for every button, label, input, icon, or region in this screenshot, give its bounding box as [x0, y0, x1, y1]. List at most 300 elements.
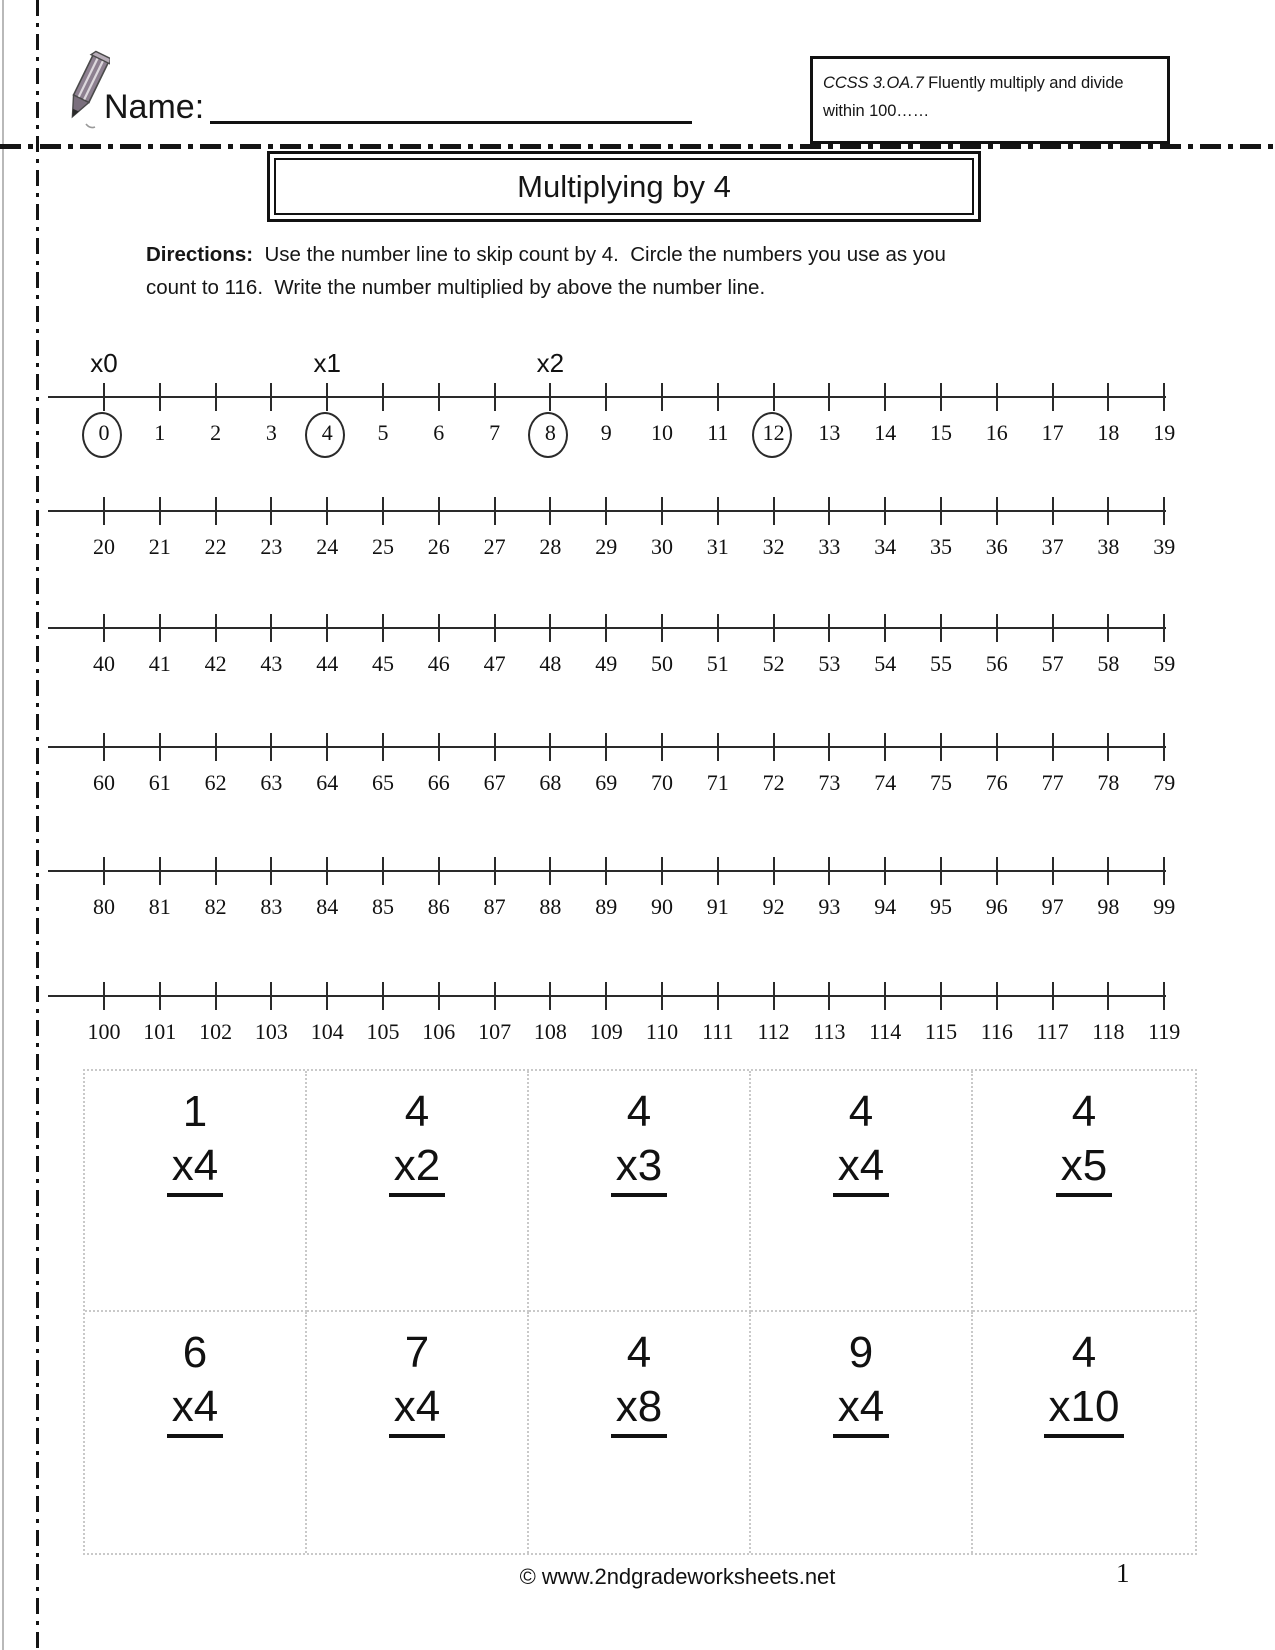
multiplier-label: x0 — [90, 348, 118, 378]
tick-mark — [828, 982, 830, 1010]
tick-label: 31 — [706, 534, 729, 559]
tick-label: 76 — [985, 770, 1008, 795]
tick-label: 41 — [148, 651, 171, 676]
tick-label: 99 — [1153, 894, 1176, 919]
tick-mark — [996, 383, 998, 411]
tick-label: 94 — [874, 894, 897, 919]
tick-label: 100 — [87, 1019, 121, 1044]
problem-multiplier-row — [973, 1141, 1195, 1198]
tick-mark — [270, 614, 272, 642]
tick-label: 40 — [93, 651, 115, 676]
tick-mark — [159, 857, 161, 885]
tick-mark — [438, 857, 440, 885]
tick-label: 63 — [260, 770, 283, 795]
tick-label: 112 — [757, 1019, 790, 1044]
tick-label: 28 — [539, 534, 562, 559]
tick-mark — [549, 614, 551, 642]
tick-mark — [215, 614, 217, 642]
tick-label: 33 — [818, 534, 841, 559]
problems-grid — [83, 1069, 1197, 1555]
tick-label: 70 — [651, 770, 673, 795]
tick-label: 117 — [1036, 1019, 1069, 1044]
tick-label: 86 — [427, 894, 450, 919]
tick-label: 18 — [1097, 420, 1120, 445]
tick-mark — [1163, 614, 1165, 642]
tick-mark — [661, 383, 663, 411]
problem-cell — [751, 1312, 973, 1553]
tick-label: 118 — [1092, 1019, 1125, 1044]
tick-label: 87 — [483, 894, 506, 919]
tick-mark — [605, 857, 607, 885]
tick-mark — [549, 497, 551, 525]
tick-mark — [549, 383, 551, 411]
problem-multiplier-row — [529, 1141, 749, 1198]
problem-multiplier-row — [307, 1141, 527, 1198]
tick-mark — [1107, 857, 1109, 885]
tick-mark — [103, 497, 105, 525]
tick-label: 78 — [1097, 770, 1120, 795]
problem-cell — [85, 1071, 307, 1312]
tick-mark — [1163, 497, 1165, 525]
tick-mark — [1107, 982, 1109, 1010]
problem-cell — [307, 1071, 529, 1312]
tick-mark — [940, 857, 942, 885]
tick-mark — [438, 383, 440, 411]
directions-text-line1: Use the number line to skip count by 4. Circle the numbers you use as you — [253, 243, 946, 266]
tick-mark — [1163, 733, 1165, 761]
tick-mark — [661, 497, 663, 525]
tick-mark — [940, 982, 942, 1010]
page-edge-line — [2, 0, 4, 1650]
tick-mark — [773, 614, 775, 642]
footer-credit: © www.2ndgradeworksheets.net — [519, 1564, 836, 1589]
tick-label: 23 — [260, 534, 283, 559]
problem-top-number: 4 — [404, 1087, 430, 1136]
tick-mark — [996, 614, 998, 642]
tick-label: 27 — [483, 534, 506, 559]
tick-label: 6 — [433, 420, 445, 445]
tick-mark — [1052, 614, 1054, 642]
tick-label: 38 — [1097, 534, 1120, 559]
number-line-row — [48, 686, 1176, 798]
problem-top-number: 4 — [1071, 1087, 1097, 1136]
tick-mark — [270, 982, 272, 1010]
tick-mark — [828, 857, 830, 885]
tick-mark — [270, 383, 272, 411]
tick-label: 19 — [1153, 420, 1176, 445]
problem-top-number: 1 — [182, 1087, 208, 1136]
tick-mark — [494, 614, 496, 642]
tick-label: 71 — [706, 770, 729, 795]
tick-label: 67 — [483, 770, 506, 795]
directions-label: Directions: — [146, 243, 254, 266]
tick-mark — [326, 497, 328, 525]
tick-label: 0 — [98, 420, 110, 445]
problem-multiplier: x4 — [389, 1382, 445, 1439]
problem-multiplier-row — [529, 1382, 749, 1439]
tick-label: 35 — [930, 534, 952, 559]
tick-mark — [828, 497, 830, 525]
problem-cell — [85, 1312, 307, 1553]
tick-label: 73 — [818, 770, 841, 795]
tick-mark — [270, 857, 272, 885]
tick-mark — [382, 857, 384, 885]
problem-multiplier-row — [85, 1141, 305, 1198]
tick-label: 91 — [706, 894, 729, 919]
tick-mark — [215, 982, 217, 1010]
tick-mark — [717, 733, 719, 761]
tick-mark — [661, 733, 663, 761]
tick-mark — [1107, 614, 1109, 642]
problem-multiplier: x3 — [611, 1141, 667, 1198]
problem-top-number: 4 — [626, 1328, 652, 1377]
tick-mark — [828, 733, 830, 761]
tick-mark — [326, 614, 328, 642]
tick-label: 83 — [260, 894, 283, 919]
tick-mark — [717, 614, 719, 642]
tick-label: 102 — [199, 1019, 233, 1044]
tick-mark — [661, 614, 663, 642]
multiplier-label: x2 — [536, 348, 565, 378]
tick-label: 113 — [813, 1019, 846, 1044]
tick-label: 115 — [924, 1019, 958, 1044]
tick-mark — [103, 614, 105, 642]
tick-label: 109 — [589, 1019, 623, 1044]
tick-label: 51 — [706, 651, 729, 676]
tick-mark — [996, 733, 998, 761]
tick-label: 107 — [478, 1019, 512, 1044]
tick-label: 85 — [372, 894, 394, 919]
tick-mark — [270, 497, 272, 525]
tick-label: 110 — [645, 1019, 679, 1044]
tick-mark — [326, 733, 328, 761]
problem-cell — [973, 1312, 1195, 1553]
problem-multiplier: x4 — [167, 1141, 223, 1198]
tick-label: 52 — [762, 651, 785, 676]
tick-mark — [438, 614, 440, 642]
tick-label: 108 — [533, 1019, 567, 1044]
tick-label: 20 — [93, 534, 115, 559]
tick-mark — [996, 857, 998, 885]
number-line-row — [48, 336, 1176, 448]
tick-label: 11 — [707, 420, 729, 445]
tick-mark — [438, 733, 440, 761]
tick-label: 46 — [427, 651, 450, 676]
tick-mark — [382, 497, 384, 525]
problem-multiplier: x10 — [1044, 1382, 1125, 1439]
tick-mark — [270, 733, 272, 761]
tick-label: 2 — [210, 420, 222, 445]
tick-label: 55 — [930, 651, 952, 676]
tick-label: 81 — [148, 894, 171, 919]
tick-mark — [605, 614, 607, 642]
problem-top-number: 4 — [1071, 1328, 1097, 1377]
tick-label: 79 — [1153, 770, 1176, 795]
tick-label: 56 — [985, 651, 1008, 676]
page-title: Multiplying by 4 — [274, 158, 974, 215]
tick-label: 58 — [1097, 651, 1120, 676]
tick-mark — [884, 614, 886, 642]
tick-mark — [103, 733, 105, 761]
tick-label: 96 — [985, 894, 1008, 919]
tick-label: 37 — [1041, 534, 1064, 559]
tick-label: 64 — [316, 770, 339, 795]
tick-mark — [494, 383, 496, 411]
number-line-row — [48, 567, 1176, 679]
problem-multiplier-row — [751, 1382, 971, 1439]
tick-mark — [717, 383, 719, 411]
tick-label: 82 — [204, 894, 227, 919]
problem-cell — [751, 1071, 973, 1312]
tick-mark — [773, 497, 775, 525]
tick-label: 9 — [600, 420, 612, 445]
tick-label: 14 — [874, 420, 897, 445]
multiplier-label: x1 — [313, 348, 341, 378]
tick-mark — [884, 383, 886, 411]
tick-mark — [996, 497, 998, 525]
tick-label: 16 — [985, 420, 1008, 445]
tick-mark — [605, 497, 607, 525]
tick-label: 44 — [316, 651, 339, 676]
tick-label: 8 — [544, 420, 556, 445]
tick-label: 24 — [316, 534, 339, 559]
tick-mark — [884, 497, 886, 525]
tick-label: 69 — [595, 770, 618, 795]
tick-label: 92 — [762, 894, 785, 919]
ccss-standard-code: CCSS 3.OA.7 — [823, 74, 924, 92]
tick-mark — [1052, 383, 1054, 411]
tick-label: 111 — [702, 1019, 734, 1044]
problem-multiplier-row — [973, 1382, 1195, 1439]
tick-mark — [1052, 857, 1054, 885]
tick-mark — [326, 383, 328, 411]
problem-multiplier-row — [751, 1141, 971, 1198]
tick-label: 89 — [595, 894, 618, 919]
tick-mark — [1052, 982, 1054, 1010]
tick-label: 80 — [93, 894, 115, 919]
tick-mark — [549, 857, 551, 885]
tick-label: 116 — [980, 1019, 1013, 1044]
tick-label: 60 — [93, 770, 115, 795]
tick-label: 34 — [874, 534, 897, 559]
name-label: Name: — [104, 88, 205, 126]
title-box — [267, 151, 981, 222]
tick-mark — [996, 982, 998, 1010]
problem-top-number: 4 — [848, 1087, 874, 1136]
tick-label: 32 — [762, 534, 785, 559]
tick-label: 114 — [869, 1019, 902, 1044]
tick-mark — [494, 857, 496, 885]
tick-mark — [828, 614, 830, 642]
tick-mark — [717, 857, 719, 885]
problem-top-number: 7 — [404, 1328, 430, 1377]
left-margin-dashdot-line — [36, 0, 39, 1650]
tick-label: 119 — [1148, 1019, 1181, 1044]
tick-mark — [215, 857, 217, 885]
tick-mark — [884, 982, 886, 1010]
tick-label: 7 — [489, 420, 501, 445]
tick-mark — [828, 383, 830, 411]
tick-mark — [884, 857, 886, 885]
tick-mark — [103, 857, 105, 885]
problem-cell — [973, 1071, 1195, 1312]
tick-label: 101 — [143, 1019, 177, 1044]
tick-mark — [773, 383, 775, 411]
tick-label: 50 — [651, 651, 673, 676]
tick-mark — [605, 982, 607, 1010]
problem-top-number: 4 — [626, 1087, 652, 1136]
problem-cell — [529, 1071, 751, 1312]
problem-multiplier-row — [85, 1382, 305, 1439]
tick-mark — [382, 383, 384, 411]
tick-mark — [326, 857, 328, 885]
tick-mark — [661, 857, 663, 885]
page-number: 1 — [1116, 1558, 1130, 1588]
tick-mark — [773, 857, 775, 885]
tick-mark — [215, 497, 217, 525]
tick-label: 25 — [372, 534, 394, 559]
tick-mark — [940, 383, 942, 411]
tick-label: 98 — [1097, 894, 1120, 919]
tick-mark — [1163, 857, 1165, 885]
tick-label: 95 — [930, 894, 952, 919]
tick-label: 43 — [260, 651, 283, 676]
tick-mark — [884, 733, 886, 761]
tick-mark — [661, 982, 663, 1010]
problem-multiplier: x4 — [167, 1382, 223, 1439]
tick-label: 47 — [483, 651, 506, 676]
number-line-row — [48, 935, 1181, 1047]
problem-multiplier: x5 — [1056, 1141, 1112, 1198]
tick-mark — [103, 982, 105, 1010]
name-write-line[interactable] — [210, 121, 692, 124]
tick-label: 104 — [310, 1019, 344, 1044]
tick-label: 66 — [427, 770, 450, 795]
tick-label: 77 — [1041, 770, 1064, 795]
tick-label: 1 — [154, 420, 166, 445]
tick-label: 74 — [874, 770, 897, 795]
tick-mark — [438, 497, 440, 525]
tick-label: 49 — [595, 651, 618, 676]
tick-mark — [549, 982, 551, 1010]
tick-label: 75 — [930, 770, 952, 795]
tick-mark — [159, 733, 161, 761]
tick-label: 68 — [539, 770, 562, 795]
tick-label: 5 — [377, 420, 389, 445]
problem-top-number: 6 — [182, 1328, 208, 1377]
problem-multiplier: x2 — [389, 1141, 445, 1198]
tick-mark — [1163, 383, 1165, 411]
tick-label: 84 — [316, 894, 339, 919]
tick-mark — [717, 497, 719, 525]
problem-top-number: 9 — [848, 1328, 874, 1377]
tick-label: 26 — [427, 534, 450, 559]
tick-mark — [382, 733, 384, 761]
tick-mark — [549, 733, 551, 761]
tick-mark — [940, 733, 942, 761]
tick-label: 12 — [762, 420, 785, 445]
number-line-row — [48, 450, 1176, 562]
ccss-standard-box — [810, 56, 1170, 144]
tick-label: 39 — [1153, 534, 1176, 559]
tick-label: 42 — [204, 651, 227, 676]
tick-label: 54 — [874, 651, 897, 676]
tick-mark — [773, 733, 775, 761]
problem-cell — [307, 1312, 529, 1553]
number-line-row — [48, 810, 1176, 922]
tick-mark — [940, 614, 942, 642]
tick-mark — [215, 383, 217, 411]
tick-mark — [326, 982, 328, 1010]
tick-mark — [1163, 982, 1165, 1010]
tick-mark — [159, 982, 161, 1010]
tick-label: 65 — [372, 770, 394, 795]
tick-label: 48 — [539, 651, 562, 676]
ccss-standard-text: Fluently multiply and divide — [923, 74, 1124, 92]
tick-mark — [605, 383, 607, 411]
tick-label: 57 — [1041, 651, 1064, 676]
tick-label: 21 — [148, 534, 171, 559]
tick-label: 88 — [539, 894, 562, 919]
tick-label: 61 — [148, 770, 171, 795]
tick-label: 106 — [422, 1019, 456, 1044]
tick-label: 29 — [595, 534, 618, 559]
problem-cell — [529, 1312, 751, 1553]
tick-label: 105 — [366, 1019, 400, 1044]
tick-mark — [215, 733, 217, 761]
ccss-standard-text-line2: within 100…… — [823, 102, 930, 121]
tick-mark — [717, 982, 719, 1010]
tick-label: 97 — [1041, 894, 1064, 919]
tick-label: 62 — [204, 770, 227, 795]
problem-multiplier-row — [307, 1382, 527, 1439]
tick-mark — [1052, 733, 1054, 761]
top-divider-dashdot-line — [0, 144, 1275, 149]
tick-label: 36 — [985, 534, 1008, 559]
tick-mark — [159, 497, 161, 525]
pencil-icon — [62, 48, 110, 132]
tick-mark — [494, 497, 496, 525]
tick-mark — [159, 383, 161, 411]
tick-mark — [494, 982, 496, 1010]
tick-mark — [159, 614, 161, 642]
tick-mark — [1052, 497, 1054, 525]
tick-label: 53 — [818, 651, 841, 676]
tick-label: 15 — [930, 420, 952, 445]
directions — [146, 238, 1066, 304]
directions-text-line2: count to 116. Write the number multiplied by above the number line. — [146, 276, 766, 300]
tick-mark — [940, 497, 942, 525]
tick-mark — [103, 383, 105, 411]
tick-label: 3 — [265, 420, 277, 445]
tick-mark — [605, 733, 607, 761]
tick-mark — [382, 614, 384, 642]
tick-label: 4 — [321, 420, 333, 445]
tick-mark — [773, 982, 775, 1010]
problem-multiplier: x4 — [833, 1382, 889, 1439]
tick-label: 17 — [1041, 420, 1064, 445]
tick-label: 103 — [254, 1019, 288, 1044]
problem-multiplier: x4 — [833, 1141, 889, 1198]
tick-label: 30 — [651, 534, 673, 559]
tick-label: 59 — [1153, 651, 1176, 676]
tick-mark — [1107, 733, 1109, 761]
tick-label: 13 — [818, 420, 841, 445]
tick-mark — [382, 982, 384, 1010]
tick-label: 10 — [651, 420, 673, 445]
tick-label: 72 — [762, 770, 785, 795]
tick-mark — [494, 733, 496, 761]
